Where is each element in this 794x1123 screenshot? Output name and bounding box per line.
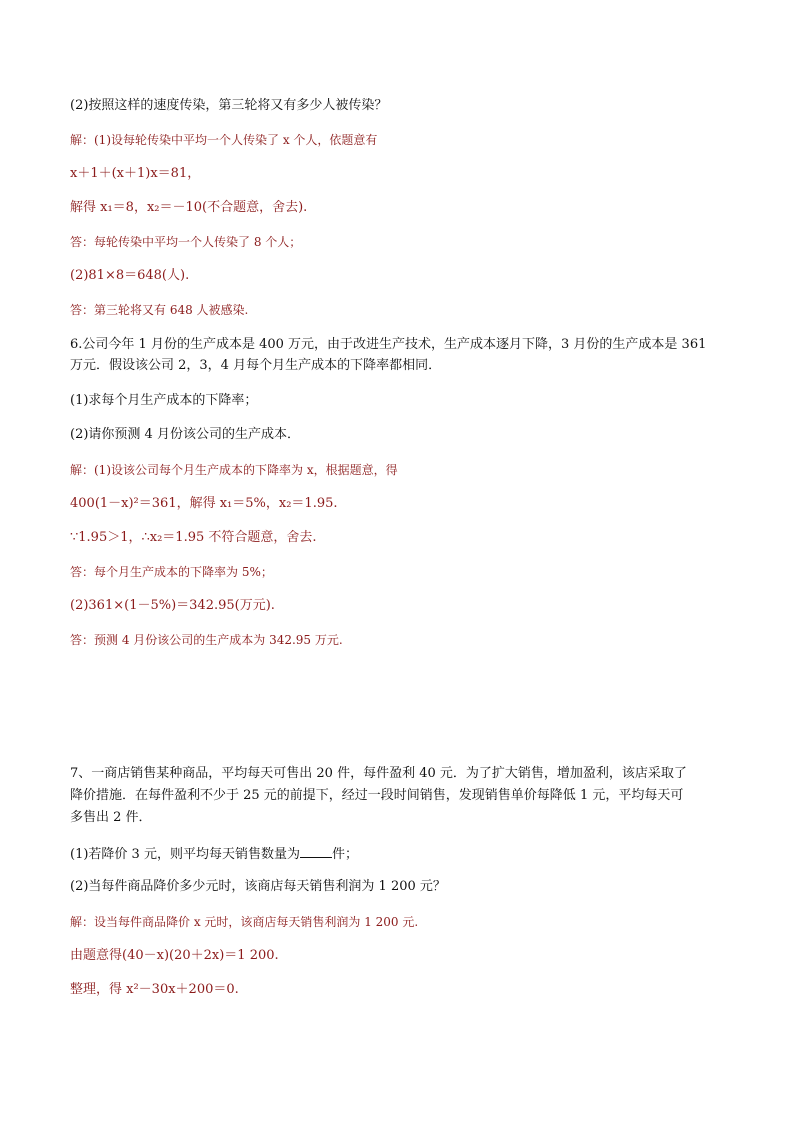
q5-part2: (2)按照这样的速度传染，第三轮将又有多少人被传染？	[70, 98, 388, 113]
q6-solution-line: ∵1.95＞1，∴x₂＝1.95 不符合题意，舍去.	[70, 530, 317, 545]
q6-solution-line: (2)361×(1－5%)＝342.95(万元).	[70, 598, 275, 613]
q7-solution-line: 解：设当每件商品降价 x 元时，该商店每天销售利润为 1 200 元.	[70, 915, 419, 929]
q7-part1-text: (1)若降价 3 元，则平均每天销售数量为	[70, 847, 300, 862]
q6-part2: (2)请你预测 4 月份该公司的生产成本．	[70, 427, 300, 442]
q5-solution-line: (2)81×8＝648(人).	[70, 268, 190, 283]
q7-part2: (2)当每件商品降价多少元时，该商店每天销售利润为 1 200 元？	[70, 879, 446, 894]
q6-solution-line: 答：每个月生产成本的下降率为 5%；	[70, 565, 273, 579]
q6-part1: (1)求每个月生产成本的下降率；	[70, 393, 258, 408]
answer-blank[interactable]	[300, 844, 332, 858]
q7-stem-line1: 7、一商店销售某种商品，平均每天可售出 20 件，每件盈利 40 元．为了扩大销售，增加盈利，该店采取了	[70, 766, 687, 781]
q5-solution-line: 答：第三轮将又有 648 人被感染.	[70, 303, 249, 317]
q5-solution-line: 解：(1)设每轮传染中平均一个人传染了 x 个人，依题意有	[70, 133, 378, 147]
q7-part1	[70, 844, 730, 864]
q6-solution-line: 400(1－x)²＝361，解得 x₁＝5%，x₂＝1.95.	[70, 496, 338, 511]
q5-solution-line: 答：每轮传染中平均一个人传染了 8 个人；	[70, 235, 302, 249]
q7-stem-line3: 多售出 2 件．	[70, 810, 152, 825]
q5-solution-line: 解得 x₁＝8，x₂＝－10(不合题意，舍去).	[70, 200, 308, 215]
q7-solution-line: 由题意得(40－x)(20＋2x)＝1 200.	[70, 948, 279, 963]
q7-part1-unit: 件；	[331, 847, 358, 862]
q6-stem-line1: 6.公司今年 1 月份的生产成本是 400 万元，由于改进生产技术，生产成本逐月下降，3 月份的生产成本是 361	[70, 337, 707, 352]
q7-solution-line: 整理，得 x²－30x＋200＝0.	[70, 982, 239, 997]
q7-stem-line2: 降价措施．在每件盈利不少于 25 元的前提下，经过一段时间销售，发现销售单价每降低 1 元，平均每天可	[70, 788, 684, 803]
q5-solution-line: x＋1＋(x＋1)x＝81，	[70, 166, 201, 181]
q6-stem-line2: 万元．假设该公司 2，3，4 月每个月生产成本的下降率都相同．	[70, 358, 442, 373]
q6-solution-line: 答：预测 4 月份该公司的生产成本为 342.95 万元.	[70, 633, 343, 647]
q6-solution-line: 解：(1)设该公司每个月生产成本的下降率为 x，根据题意，得	[70, 463, 398, 477]
